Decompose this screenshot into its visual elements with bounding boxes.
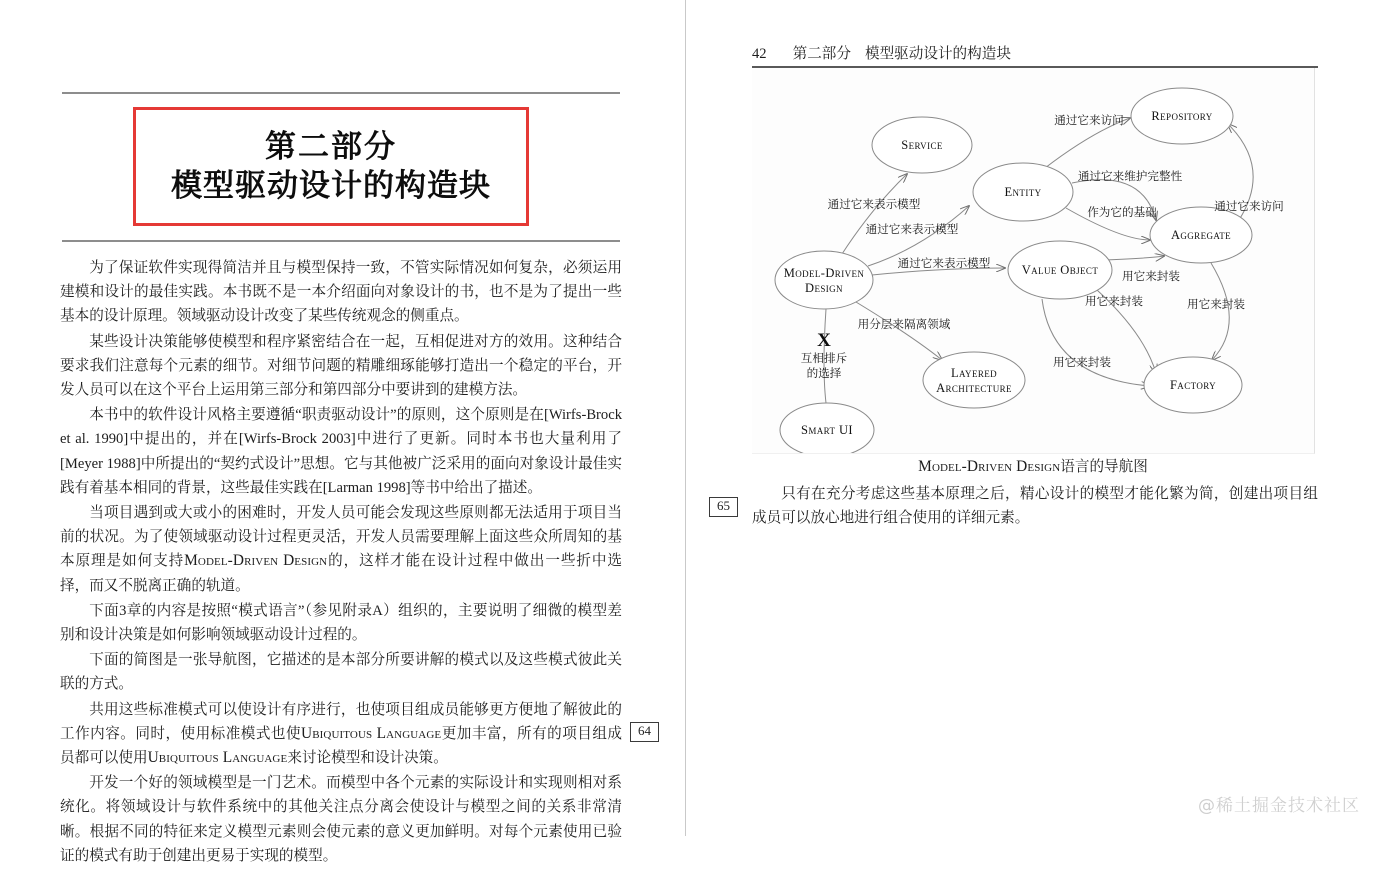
edge-label-mdd-layered: 用分层来隔离领域 — [857, 318, 951, 331]
running-header — [752, 42, 1318, 63]
header-page-number: 42 — [752, 46, 767, 62]
para-ubi-post: 来讨论模型和设计决策。 — [287, 750, 448, 767]
node-label-layered-line2: Architecture — [936, 381, 1012, 395]
node-label-mdd-line1: Model-Driven — [783, 266, 865, 280]
edge-label-mdd-entity: 通过它来表示模型 — [865, 223, 959, 236]
node-repository[interactable] — [1131, 88, 1233, 144]
node-label-repository: Repository — [1151, 109, 1213, 123]
node-label-service: Service — [901, 138, 943, 152]
node-label-smart-ui: Smart UI — [801, 423, 853, 437]
part-title-box — [133, 107, 529, 226]
edge-aggregate-factory — [1211, 263, 1229, 360]
part-title-line1: 第二部分 — [265, 129, 397, 166]
edge-mdd-layered — [856, 302, 942, 360]
paragraph-6: 开发一个好的领域模型是一门艺术。而模型中各个元素的实际设计和实现则相对系统化。将领域设计与软件系统中的其他关注点分离会使设计与模型之间的关系非常清晰。根据不同的特征来定义模型元素则会使元素的意义更加鲜明。对每个元素使用已验证的模式有助于创建出更易于实现的模型。 — [60, 775, 622, 864]
node-model-driven-design[interactable] — [775, 251, 873, 309]
paragraph-ubiquitous — [60, 698, 622, 771]
right-page — [686, 0, 1382, 836]
paragraph-mdd — [60, 501, 622, 598]
node-service[interactable] — [872, 117, 972, 173]
edge-label-aggregate-repository: 通过它来访问 — [1214, 200, 1284, 213]
paragraph-1: 为了保证软件实现得简洁并且与模型保持一致，不管实际情况如何复杂，必须运用建模和设计的最佳实践。本书既不是一本介绍面向对象设计的书，也不是为了提出一些基本的设计原理。领域驱动设计改变了某些传统观念的侧重点。 — [60, 260, 622, 325]
header-title: 模型驱动设计的构造块 — [864, 46, 1011, 62]
node-entity[interactable] — [973, 163, 1073, 221]
exclusive-x-symbol: X — [817, 330, 831, 351]
figure-caption-rest: 语言的导航图 — [1060, 459, 1148, 475]
paragraph-3: 本书中的软件设计风格主要遵循“职责驱动设计”的原则，这个原则是在[Wirfs-Brock et al. 1990]中提出的，并在[Wirfs-Brock 2003]中进行了更新。同时本书也大量利用了[Meyer 1988]中所提出的“契约式设计”思想。它与其他被广泛采用的面向对象设计最佳实践有着基本相同的背景，这些最佳实践在[Larman 1998]等书中给出了描述。 — [60, 407, 622, 496]
figure-caption-small-caps: Model-Driven Design — [918, 458, 1061, 475]
small-caps-model-driven-design: Model-Driven Design — [184, 552, 328, 570]
diagram-nodes — [775, 88, 1252, 453]
exclusive-label-line2: 的选择 — [806, 367, 842, 380]
navigation-map-svg — [752, 68, 1314, 453]
edge-label-entity-aggregate-integrity: 通过它来维护完整性 — [1077, 170, 1183, 183]
node-label-factory: Factory — [1169, 378, 1217, 392]
title-rule-top — [62, 92, 620, 94]
node-label-value-object: Value Object — [1021, 263, 1099, 277]
header-part: 第二部分 — [792, 46, 851, 62]
node-layered-architecture[interactable] — [923, 352, 1025, 408]
exclusive-label-line1: 互相排斥 — [800, 352, 848, 365]
part-title-line2: 模型驱动设计的构造块 — [171, 167, 491, 204]
edge-label-valueobject-factory-2: 用它来封装 — [1053, 356, 1111, 369]
edge-mdd-service — [842, 174, 907, 254]
left-page — [0, 0, 685, 864]
figure-caption — [752, 455, 1314, 476]
edge-label-entity-aggregate-basis: 作为它的基础 — [1087, 206, 1157, 219]
left-body-column — [60, 256, 622, 869]
node-smart-ui[interactable] — [780, 403, 874, 453]
paragraph-4: 下面3章的内容是按照“模式语言”（参见附录A）组织的，主要说明了细微的模型差别和设计决策是如何影响领域驱动设计过程的。 — [60, 602, 622, 644]
node-label-entity: Entity — [1004, 185, 1042, 199]
paragraph-5: 下面的简图是一张导航图，它描述的是本部分所要讲解的模式以及这些模式彼此关联的方式。 — [60, 652, 622, 693]
title-rule-bottom — [62, 240, 620, 242]
para-mdd-pre: 当项目遇到或大或小的困难时，开发人员可能会发现这些原则都无法适用于项目当前的状况。为了使领域驱动设计过程更灵活，开发人员需要理解上面这些众所周知的基本原理是如何支持 — [60, 505, 622, 570]
edge-label-valueobject-aggregate: 用它来封装 — [1122, 270, 1180, 283]
page-number-65: 65 — [709, 497, 738, 517]
edge-valueobject-aggregate — [1105, 256, 1164, 260]
para-ubi-pre: 共用这些标准模式可以使设计有序进行，也使项目组成员能够更方便地了解彼此的工作内容。同时，使用标准模式也使 — [60, 701, 622, 742]
navigation-map-figure — [752, 68, 1315, 454]
paragraph-2: 某些设计决策能够使模型和程序紧密结合在一起，互相促进对方的效用。这种结合要求我们注意每个元素的细节。对细节问题的精雕细琢能够打造出一个稳定的平台，开发人员可以在这个平台上运用第三部分和第四部分中要讲到的建模方法。 — [60, 333, 622, 399]
node-value-object[interactable] — [1008, 241, 1112, 299]
edge-valueobject-factory-2 — [1042, 299, 1150, 386]
para-mdd-post: 的，这样才能在设计过程中做出一些折中选择，而又不脱离正确的轨道。 — [60, 553, 622, 594]
edge-label-mdd-valueobject: 通过它来表示模型 — [897, 257, 991, 270]
node-label-mdd-line2: Design — [805, 281, 843, 295]
node-aggregate[interactable] — [1150, 207, 1252, 263]
edge-label-valueobject-factory-1: 用它来封装 — [1085, 295, 1143, 308]
small-caps-ubiquitous-language-2: Ubiquitous Language — [147, 749, 288, 767]
small-caps-ubiquitous-language-1: Ubiquitous Language — [301, 724, 442, 742]
page-number-64: 64 — [630, 722, 659, 742]
para-ubi-mid: 更加丰富，所有的项目组成员都可以使用 — [60, 725, 622, 767]
mutual-exclusion-marker — [801, 330, 848, 380]
edge-label-entity-repository: 通过它来访问 — [1054, 114, 1124, 127]
right-paragraph-1: 只有在充分考虑这些基本原理之后，精心设计的模型才能化繁为简，创建出项目组成员可以放心地进行组合使用的详细元素。 — [752, 486, 1318, 527]
right-body-column — [752, 482, 1318, 531]
edge-label-mdd-service: 通过它来表示模型 — [827, 198, 921, 211]
node-label-aggregate: Aggregate — [1170, 228, 1232, 242]
edge-label-aggregate-factory: 用它来封装 — [1187, 298, 1245, 311]
node-label-layered-line1: Layered — [950, 366, 998, 380]
node-factory[interactable] — [1144, 357, 1242, 413]
watermark: @稀土掘金技术社区 — [1198, 796, 1360, 816]
